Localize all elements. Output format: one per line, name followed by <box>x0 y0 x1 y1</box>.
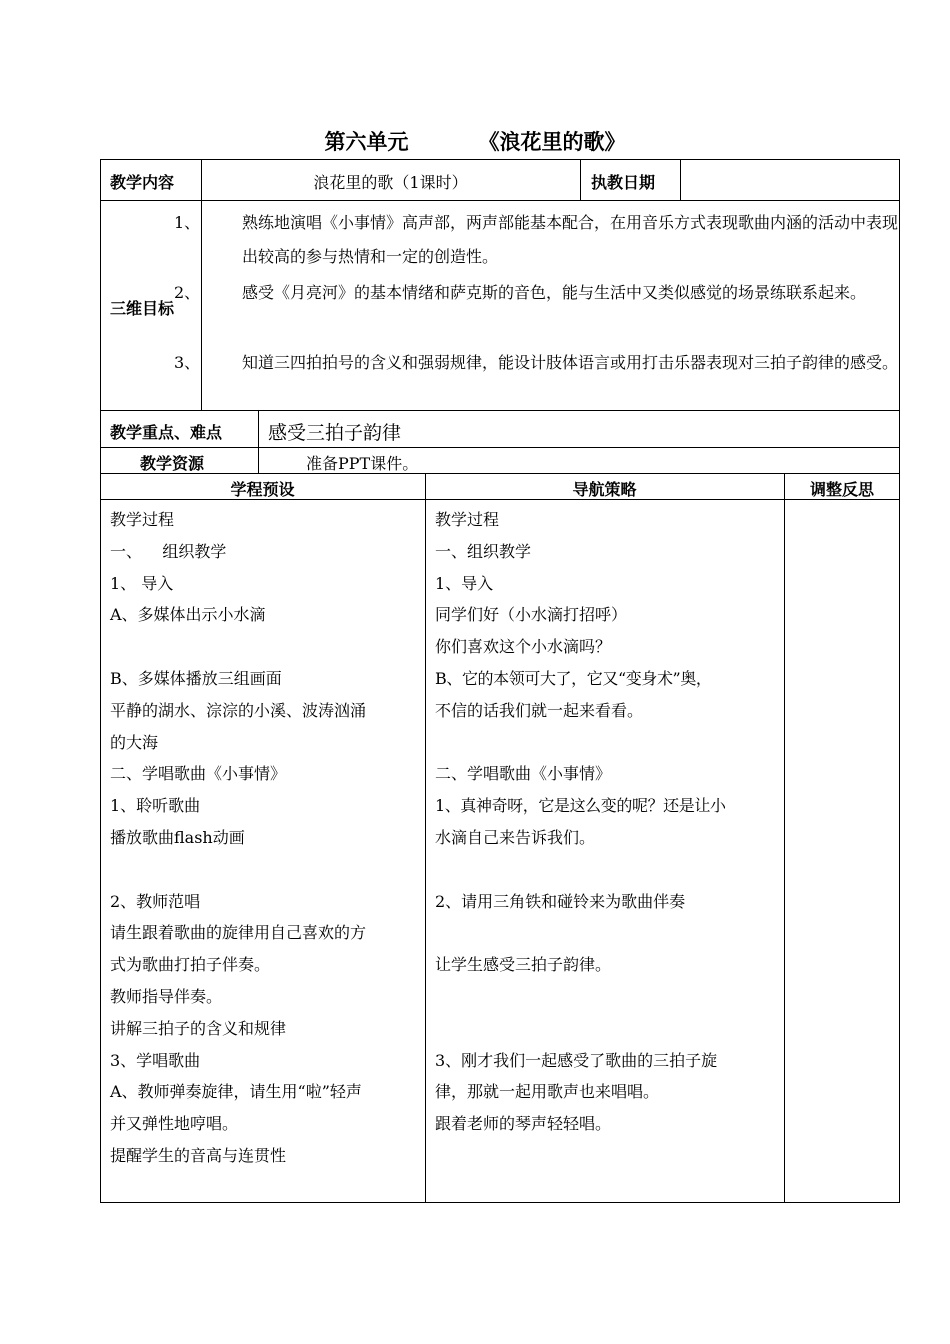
col-header-reflection: 调整反思 <box>809 480 874 499</box>
text-line: 的大海 <box>110 732 159 752</box>
text-line <box>435 981 781 1013</box>
col-divider <box>201 159 202 410</box>
col-header-process: 学程预设 <box>230 480 295 499</box>
goal-text: 熟练地演唱《小事情》高声部，两声部能基本配合，在用音乐方式表现歌曲内涵的活动中表现出较高的参与热情和一定的创造性。 <box>242 213 899 266</box>
text-line: 一、 组织教学 <box>110 541 227 561</box>
text-line: 1、真神奇呀，它是这么变的呢？还是让小 <box>435 796 726 816</box>
col-header-strategy: 导航策略 <box>572 480 637 499</box>
goal-number: 3、 <box>174 353 201 372</box>
text-line: A、教师弹奏旋律，请生用“啦”轻声 <box>110 1082 362 1102</box>
lesson-title: 《浪花里的歌》 <box>478 130 626 154</box>
goal-text: 感受《月亮河》的基本情绪和萨克斯的音色，能与生活中又类似感觉的场景练联系起来。 <box>242 283 867 302</box>
content-label: 教学内容 <box>110 173 175 192</box>
date-label: 执教日期 <box>591 173 656 192</box>
text-line <box>110 854 422 886</box>
text-line: 平静的湖水、淙淙的小溪、波涛汹涌 <box>110 700 367 720</box>
text-line: 让学生感受三拍子韵律。 <box>435 955 612 975</box>
resources-value: 准备PPT课件。 <box>306 454 419 473</box>
text-line: 教师指导伴奏。 <box>110 986 223 1006</box>
goal-item <box>174 276 898 310</box>
text-line <box>435 854 781 886</box>
text-line: 讲解三拍子的含义和规律 <box>110 1018 287 1038</box>
text-line: 2、教师范唱 <box>110 891 201 911</box>
text-line: B、多媒体播放三组画面 <box>110 668 282 688</box>
focus-label: 教学重点、难点 <box>110 423 223 442</box>
col-divider <box>580 159 581 200</box>
col-divider <box>258 410 259 473</box>
text-line: 请生跟着歌曲的旋律用自己喜欢的方 <box>110 923 367 943</box>
text-line: 一、组织教学 <box>435 541 532 561</box>
focus-value: 感受三拍子韵律 <box>268 422 402 444</box>
text-line: 教学过程 <box>110 510 175 529</box>
text-line <box>435 917 781 949</box>
text-line: 式为歌曲打拍子伴奏。 <box>110 955 271 975</box>
goal-text: 知道三四拍拍号的含义和强弱规律，能设计肢体语言或用打击乐器表现对三拍子韵律的感受。 <box>242 353 899 372</box>
goal-item <box>174 346 899 380</box>
col-divider <box>425 473 426 1203</box>
text-line: 3、刚才我们一起感受了歌曲的三拍子旋 <box>435 1050 718 1070</box>
goals-label: 三维目标 <box>110 299 175 318</box>
text-line: 教学过程 <box>435 510 500 529</box>
content-value: 浪花里的歌（1课时） <box>313 173 468 192</box>
strategy-column <box>435 504 781 1140</box>
text-line <box>435 1013 781 1045</box>
text-line: B、它的本领可大了，它又“变身术”奥， <box>435 668 712 688</box>
text-line: 律，那就一起用歌声也来唱唱。 <box>435 1082 660 1102</box>
text-line: A、多媒体出示小水滴 <box>110 605 266 625</box>
goal-number: 1、 <box>174 213 201 232</box>
text-line: 2、请用三角铁和碰铃来为歌曲伴奏 <box>435 891 686 911</box>
unit-title: 第六单元 <box>324 130 409 154</box>
row-divider <box>100 410 900 411</box>
text-line: 二、学唱歌曲《小事情》 <box>435 764 612 784</box>
text-line: 水滴自己来告诉我们。 <box>435 827 596 847</box>
text-line: 播放歌曲flash动画 <box>110 827 245 847</box>
text-line: 二、学唱歌曲《小事情》 <box>110 764 287 784</box>
resources-label: 教学资源 <box>140 454 205 473</box>
col-divider <box>680 159 681 200</box>
text-line: 同学们好（小水滴打招呼） <box>435 605 628 625</box>
text-line: 提醒学生的音高与连贯性 <box>110 1145 287 1165</box>
goal-number: 2、 <box>174 283 201 302</box>
text-line: 1、导入 <box>435 573 494 593</box>
text-line: 1、 导入 <box>110 573 174 593</box>
goal-item <box>174 206 899 274</box>
col-divider <box>784 473 785 1203</box>
text-line: 1、聆听歌曲 <box>110 796 201 816</box>
text-line <box>435 727 781 759</box>
text-line: 3、学唱歌曲 <box>110 1050 201 1070</box>
document-title <box>0 126 950 156</box>
text-line: 跟着老师的琴声轻轻唱。 <box>435 1114 612 1134</box>
text-line: 你们喜欢这个小水滴吗？ <box>435 637 612 657</box>
text-line <box>110 631 422 663</box>
process-plan-column <box>110 504 422 1172</box>
row-divider <box>100 200 900 201</box>
text-line: 不信的话我们就一起来看看。 <box>435 700 644 720</box>
text-line: 并又弹性地哼唱。 <box>110 1114 239 1134</box>
row-divider <box>100 447 900 448</box>
row-divider <box>100 473 900 474</box>
